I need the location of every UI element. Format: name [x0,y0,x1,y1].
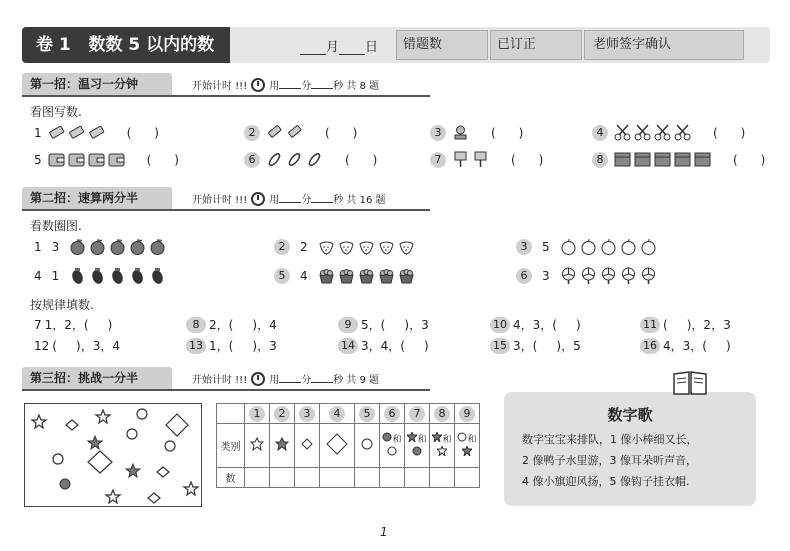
section-1-timer: 开始计时 !!! 用 分 秒 共 8 题 [192,77,379,92]
col-num: 5 [359,406,375,422]
pushpin-icon [472,151,489,168]
look-and-write-item [430,124,523,141]
lollipop-icon [580,267,597,284]
diamond-large [88,451,112,473]
icon-group [266,151,323,168]
count-cell[interactable] [295,468,320,488]
and-label: 和 [442,434,452,445]
star-shape [106,490,120,503]
look-and-write-item [430,151,543,168]
table-row-type [217,424,480,468]
star-filled [126,464,140,477]
stamp-icon [452,124,469,141]
sequence-text: ( )，2，3 [663,318,731,332]
col-num: 3 [299,406,315,422]
item-number: 3 [516,239,532,255]
table-corner [217,404,245,424]
icon-group [614,124,691,141]
cat-circle-pair [380,424,405,468]
apple-icon [89,238,106,255]
box-icon [694,151,711,168]
item-number: 8 [186,317,206,333]
cat-circle-star [455,424,480,468]
circle-shape [165,441,175,451]
item-number: 14 [338,338,358,354]
paperclip-icon [286,151,303,168]
sequence-text: ( )，3，4 [52,339,120,353]
apple-icon [69,238,86,255]
wallet-icon [48,151,65,168]
lollipop-icon [600,267,617,284]
cake-icon [318,267,335,284]
pattern-fill-item[interactable] [490,337,581,354]
pattern-fill-item[interactable] [640,316,731,333]
icon-group [69,238,166,255]
cake-icon [378,267,395,284]
target-number: 4 [300,268,308,283]
item-number: 3 [430,125,446,141]
cake-icon [358,267,375,284]
alarm-clock-icon [251,372,265,386]
song-title: 数字歌 [607,406,653,424]
answer-blank[interactable]: ( ) [126,125,159,140]
circle-count-item [516,267,657,284]
pushpin-icon [452,151,469,168]
count-cell[interactable] [270,468,295,488]
diamond-small [66,420,78,430]
date-field[interactable]: 月 日 [300,36,378,55]
item-number: 5 [34,152,42,167]
table-row-count [217,468,480,488]
cat-star-filled [270,424,295,468]
icon-group [48,124,105,141]
cat-diamond-small [295,424,320,468]
answer-blank[interactable]: ( ) [511,152,544,167]
book-icon [672,370,708,396]
diamond-large [166,414,188,436]
circle-count-item [34,238,166,255]
icon-group [266,124,303,141]
item-number: 10 [490,317,510,333]
icon-group [614,151,711,168]
part2-instruction: 看数圈图. [30,219,82,233]
section-2-header [22,187,430,211]
cake-icon [338,267,355,284]
count-cell[interactable] [380,468,405,488]
section-3-timer: 开始计时 !!! 用 分 秒 共 9 题 [192,371,379,386]
cat-diamond-large [320,424,355,468]
circle-count-item [516,238,657,255]
look-and-write-item [244,124,357,141]
circle-filled [60,479,70,489]
strawberry-icon [358,238,375,255]
section-3-title: 第三招：挑战一分半 [22,367,172,389]
circle-target-group[interactable] [69,238,166,255]
item-number: 7 [430,152,446,168]
diamond-small [148,493,160,503]
item-number: 6 [244,152,260,168]
pattern-fill-item[interactable] [186,316,277,333]
part1-instruction: 看图写数. [30,105,82,119]
item-number: 9 [338,317,358,333]
eraser-icon [88,124,105,141]
apple-outline-icon [580,238,597,255]
scissors-icon [634,124,651,141]
eggplant-icon [109,267,126,284]
paperclip-icon [306,151,323,168]
strawberry-icon [338,238,355,255]
song-line: 2 像鸭子水里游，3 像耳朵听声音， [522,454,697,467]
classification-table [216,403,480,488]
target-number: 1 [51,268,60,283]
look-and-write-item [34,151,179,168]
alarm-clock-icon [251,192,265,206]
target-number: 3 [51,239,60,254]
eggplant-icon [89,267,106,284]
pattern-fill-item[interactable] [640,337,731,354]
sequence-text: 4，3，( ) [513,318,581,332]
col-num: 2 [274,406,290,422]
cat-star-circle [405,424,430,468]
item-number: 1 [34,239,42,254]
circle-shape [137,409,147,419]
circle-target-group[interactable] [318,267,415,284]
sequence-text: 1，2，( ) [44,318,113,332]
item-number: 15 [490,338,510,354]
count-cell[interactable] [430,468,455,488]
count-cell[interactable] [245,468,270,488]
circle-shape [53,454,63,464]
apple-icon [129,238,146,255]
circle-count-item [274,238,415,255]
sequence-text: 2，( )，4 [209,318,277,332]
icon-group [452,124,469,141]
eraser-block-icon [286,124,303,141]
eraser-icon [68,124,85,141]
col-num: 9 [459,406,475,422]
answer-blank[interactable]: ( ) [491,125,524,140]
eraser-icon [48,124,65,141]
star-shape [184,482,198,495]
icon-group [452,151,489,168]
lollipop-icon [640,267,657,284]
pattern-fill-item[interactable] [338,316,429,333]
wallet-icon [88,151,105,168]
table-row-numbers [217,404,480,424]
section-2-timer: 开始计时 !!! 用 分 秒 共 16 题 [192,191,386,206]
count-cell[interactable] [355,468,380,488]
icon-group [560,238,657,255]
scissors-icon [654,124,671,141]
scissors-icon [674,124,691,141]
cat-star [245,424,270,468]
apple-outline-icon [560,238,577,255]
item-number: 16 [640,338,660,354]
scissors-icon [614,124,631,141]
part3-instruction: 按规律填数. [30,298,94,312]
circle-target-group[interactable] [318,238,415,255]
eggplant-icon [69,267,86,284]
target-number: 3 [542,268,550,283]
circle-shape [127,429,137,439]
look-and-write-item [592,124,745,141]
cat-circle [355,424,380,468]
sequence-text: 3，( )，5 [513,339,581,353]
section-1-header [22,73,430,97]
apple-icon [109,238,126,255]
answer-blank[interactable]: ( ) [733,152,766,167]
item-number: 7 [34,317,42,332]
look-and-write-item [592,151,765,168]
icon-group [69,267,166,284]
section-3-header [22,367,430,391]
and-label: 和 [417,434,427,445]
song-line: 数字宝宝来排队，1 像小棒细又长， [522,433,698,446]
answer-blank[interactable]: ( ) [345,152,378,167]
circle-target-group[interactable] [560,267,657,284]
pattern-fill-item[interactable] [34,337,120,354]
item-number: 11 [640,317,660,333]
item-number: 2 [274,239,290,255]
look-and-write-item [34,124,159,141]
pattern-fill-item[interactable] [338,337,429,354]
target-number: 5 [542,239,550,254]
section-1-title: 第一招：温习一分钟 [22,73,172,95]
box-icon [654,151,671,168]
eggplant-icon [149,267,166,284]
circle-count-item [34,267,166,284]
box-icon [634,151,651,168]
row-label-type: 类别 [217,424,245,468]
wallet-icon [108,151,125,168]
item-number: 4 [592,125,608,141]
circle-count-item [274,267,415,284]
corrected-cell[interactable]: 已订正 [490,30,582,60]
lollipop-icon [560,267,577,284]
item-number: 5 [274,268,290,284]
box-icon [674,151,691,168]
eggplant-icon [129,267,146,284]
icon-group [318,238,415,255]
circle-target-group[interactable] [69,267,166,284]
star-filled [88,436,102,449]
col-num: 8 [434,406,450,422]
icon-group [560,267,657,284]
item-number: 4 [34,268,42,283]
answer-blank[interactable]: ( ) [325,125,358,140]
target-number: 2 [300,239,308,254]
pattern-fill-item[interactable] [490,316,581,333]
item-number: 1 [34,125,42,140]
col-num: 6 [384,406,400,422]
lesson-title: 卷 1 数数 5 以内的数 [22,27,230,63]
strawberry-icon [398,238,415,255]
circle-target-group[interactable] [560,238,657,255]
sequence-text: 4，3，( ) [663,339,731,353]
box-icon [614,151,631,168]
eraser-block-icon [266,124,283,141]
section-2-title: 第二招：速算两分半 [22,187,172,209]
apple-icon [149,238,166,255]
teacher-sign-cell[interactable]: 老师签字确认 [584,30,744,60]
icon-group [48,151,125,168]
shapes-picture [24,403,202,507]
strawberry-icon [318,238,335,255]
item-number: 12 [34,338,50,353]
cat-star-star [430,424,455,468]
star-shape [96,410,110,423]
item-number: 2 [244,125,260,141]
count-cell[interactable] [320,468,355,488]
star-shape [32,415,46,428]
item-number: 8 [592,152,608,168]
icon-group [318,267,415,284]
item-number: 13 [186,338,206,354]
pattern-fill-item[interactable] [186,337,277,354]
cake-icon [398,267,415,284]
wallet-icon [68,151,85,168]
answer-blank[interactable]: ( ) [146,152,179,167]
sequence-text: 3，4，( ) [361,339,429,353]
sequence-text: 1，( )，3 [209,339,277,353]
pattern-fill-item[interactable] [34,316,112,333]
look-and-write-item [244,151,377,168]
col-num: 1 [249,406,265,422]
lollipop-icon [620,267,637,284]
alarm-clock-icon [251,78,265,92]
col-num: 7 [409,406,425,422]
count-cell[interactable] [455,468,480,488]
diamond-small [157,467,169,477]
apple-outline-icon [600,238,617,255]
sequence-text: 5，( )，3 [361,318,429,332]
strawberry-icon [378,238,395,255]
errors-count-cell[interactable]: 错题数 [396,30,488,60]
song-line: 4 像小旗迎风扬，5 像钩子挂衣帽. [522,475,690,488]
and-label: 和 [467,434,477,445]
item-number: 6 [516,268,532,284]
apple-outline-icon [640,238,657,255]
page-number: 1 [380,525,388,539]
answer-blank[interactable]: ( ) [713,125,746,140]
count-cell[interactable] [405,468,430,488]
col-num: 4 [329,406,345,422]
and-label: 和 [392,434,402,445]
paperclip-icon [266,151,283,168]
apple-outline-icon [620,238,637,255]
row-label-count: 数 [217,468,245,488]
